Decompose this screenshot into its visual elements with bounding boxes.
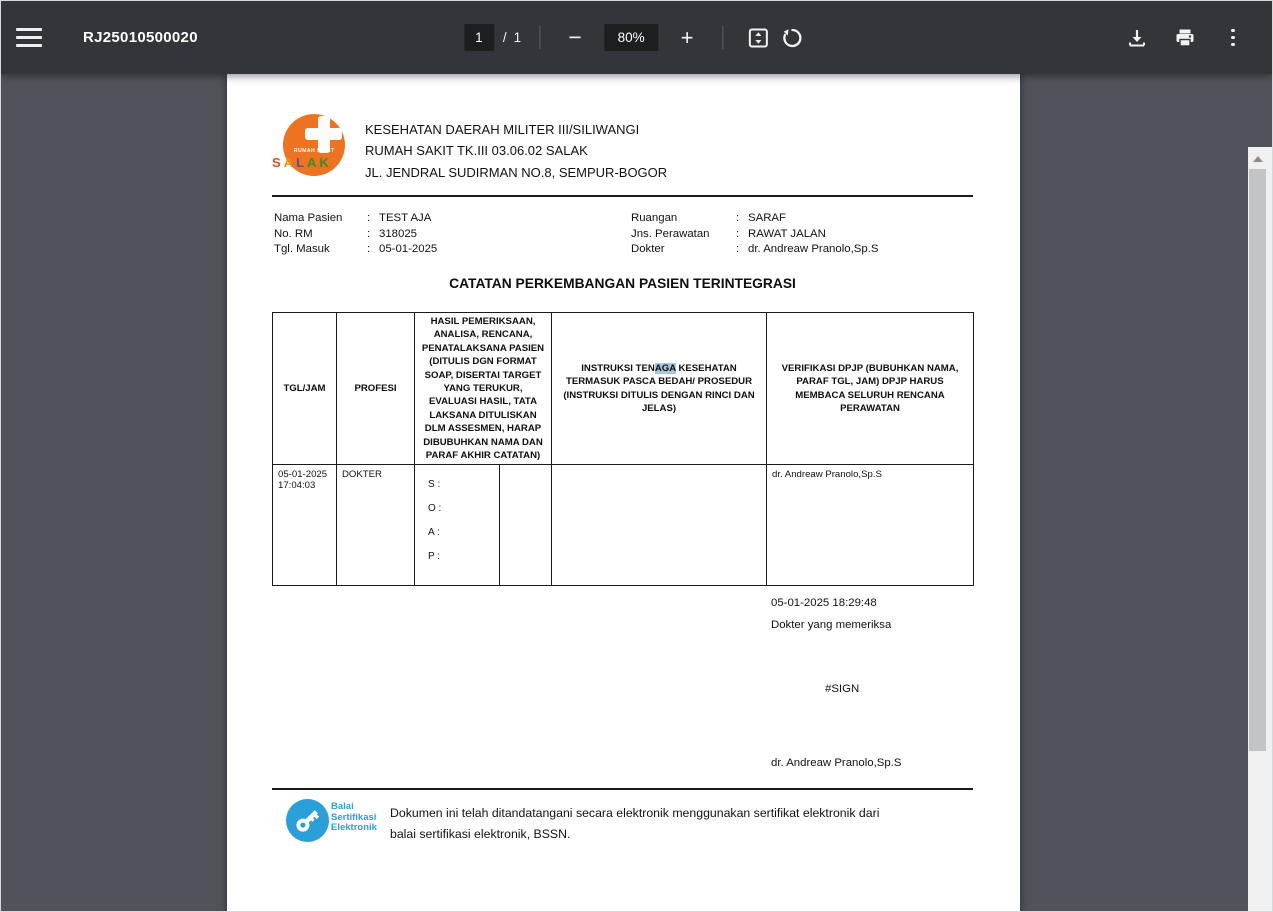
table-row xyxy=(273,465,974,586)
bsre-label: Balai Sertifikasi Elektronik xyxy=(331,801,377,833)
zoom-out-button[interactable]: − xyxy=(558,18,592,58)
hamburger-icon xyxy=(16,28,42,31)
vertical-scrollbar[interactable] xyxy=(1248,147,1272,912)
signature-placeholder: #SIGN xyxy=(825,683,860,695)
header-profesi: PROFESI xyxy=(337,313,415,465)
cell-instruksi xyxy=(552,465,767,586)
cell-verifikasi: dr. Andreaw Pranolo,Sp.S xyxy=(767,465,974,586)
scroll-up-button[interactable] xyxy=(1248,150,1267,167)
patient-name-row: Nama Pasien : TEST AJA xyxy=(274,211,437,227)
toolbar-separator xyxy=(539,26,540,49)
arrow-up-icon xyxy=(1253,156,1263,162)
patient-admission-row: Tgl. Masuk : 05-01-2025 xyxy=(274,242,437,258)
doctor-value: dr. Andreaw Pranolo,Sp.S xyxy=(748,243,879,256)
header-verifikasi: VERIFIKASI DPJP (BUBUHKAN NAMA, PARAF TGL, JAM) DPJP HARUS MEMBACA SELURUH RENCANA PERAWATAN xyxy=(767,313,974,465)
header-line-3: JL. JENDRAL SUDIRMAN NO.8, SEMPUR-BOGOR xyxy=(365,164,668,180)
header-line-2: RUMAH SAKIT TK.III 03.06.02 SALAK xyxy=(365,143,588,159)
signature-datetime: 05-01-2025 18:29:48 xyxy=(771,597,877,609)
more-vert-icon xyxy=(1231,29,1235,47)
header-instruksi: INSTRUKSI TENAGA KESEHATAN TERMASUK PASCA BEDAH/ PROSEDUR (INSTRUKSI DITULIS DENGAN RINCI DAN JELAS) xyxy=(552,313,767,465)
patient-info-right xyxy=(631,211,878,258)
hospital-logo xyxy=(272,114,345,182)
page-number-input[interactable]: 1 xyxy=(464,24,494,51)
cell-soap-extra xyxy=(500,465,552,586)
zoom-level: 80% xyxy=(604,24,658,51)
hospital-header xyxy=(365,119,667,183)
patient-name-value: TEST AJA xyxy=(379,212,432,224)
patient-info-left xyxy=(274,211,437,258)
cell-profesi: DOKTER xyxy=(337,465,415,586)
rotate-button[interactable] xyxy=(775,18,809,58)
table-header-row xyxy=(273,313,974,465)
patient-rm-value: 318025 xyxy=(379,227,418,240)
care-type-row: Jns. Perawatan : RAWAT JALAN xyxy=(631,227,878,243)
cell-soap: S : O : A : P : xyxy=(415,465,500,586)
search-highlight: AGA xyxy=(654,362,676,374)
key-icon xyxy=(286,799,329,842)
footer-divider xyxy=(272,788,973,790)
zoom-in-button[interactable]: + xyxy=(670,18,704,58)
pdf-canvas xyxy=(1,74,1272,912)
ward-value: SARAF xyxy=(748,212,786,224)
ward-row: Ruangan : SARAF xyxy=(631,211,878,227)
signature-name: dr. Andreaw Pranolo,Sp.S xyxy=(771,757,902,769)
electronic-signature-note: Dokumen ini telah ditandatangani secara elektronik menggunakan sertifikat elektronik dari balai sertifikasi elektronik, BSSN. xyxy=(390,806,880,841)
print-button[interactable] xyxy=(1168,18,1202,58)
cell-tgl-jam: 05-01-2025 17:04:03 xyxy=(273,465,337,586)
logo-rumah-sakit-text: RUMAH SAKIT xyxy=(294,148,335,154)
print-icon xyxy=(1173,26,1197,50)
page-title: CATATAN PERKEMBANGAN PASIEN TERINTEGRASI xyxy=(449,276,796,291)
page-slash: / xyxy=(502,30,507,45)
care-type-value: RAWAT JALAN xyxy=(748,227,826,240)
doctor-row: Dokter : dr. Andreaw Pranolo,Sp.S xyxy=(631,242,878,258)
fit-page-button[interactable] xyxy=(741,18,775,58)
page-count: 1 xyxy=(513,30,522,45)
document-title: RJ25010500020 xyxy=(83,29,198,46)
header-line-1: KESEHATAN DAERAH MILITER III/SILIWANGI xyxy=(365,122,640,137)
scrollbar-thumb[interactable] xyxy=(1249,169,1266,751)
fit-page-icon xyxy=(746,26,770,50)
patient-admission-value: 05-01-2025 xyxy=(379,243,438,256)
toolbar-separator xyxy=(722,26,723,49)
logo-salak-text: SALAK xyxy=(272,155,332,170)
cppt-table xyxy=(272,312,974,586)
menu-button[interactable] xyxy=(1,1,57,74)
more-options-button[interactable] xyxy=(1216,18,1250,58)
bsre-logo xyxy=(286,799,329,842)
rotate-counterclockwise-icon xyxy=(780,26,804,50)
download-button[interactable] xyxy=(1120,18,1154,58)
pdf-toolbar xyxy=(1,1,1272,74)
signature-caption: Dokter yang memeriksa xyxy=(771,619,892,631)
header-tgl-jam: TGL/JAM xyxy=(273,313,337,465)
patient-rm-row: No. RM : 318025 xyxy=(274,227,437,243)
header-divider xyxy=(272,195,973,197)
header-hasil-pemeriksaan: HASIL PEMERIKSAAN, ANALISA, RENCANA, PENATALAKSANA PASIEN (DITULIS DGN FORMAT SOAP, DISERTAI TARGET YANG TERUKUR, EVALUASI HASIL, TATA LAKSANA DITULISKAN DLM ASSESMEN, HARAP DIBUBUHKAN NAMA DAN PARAF AKHIR CATATAN) xyxy=(415,313,552,465)
pdf-page xyxy=(227,74,1020,912)
download-icon xyxy=(1125,26,1149,50)
